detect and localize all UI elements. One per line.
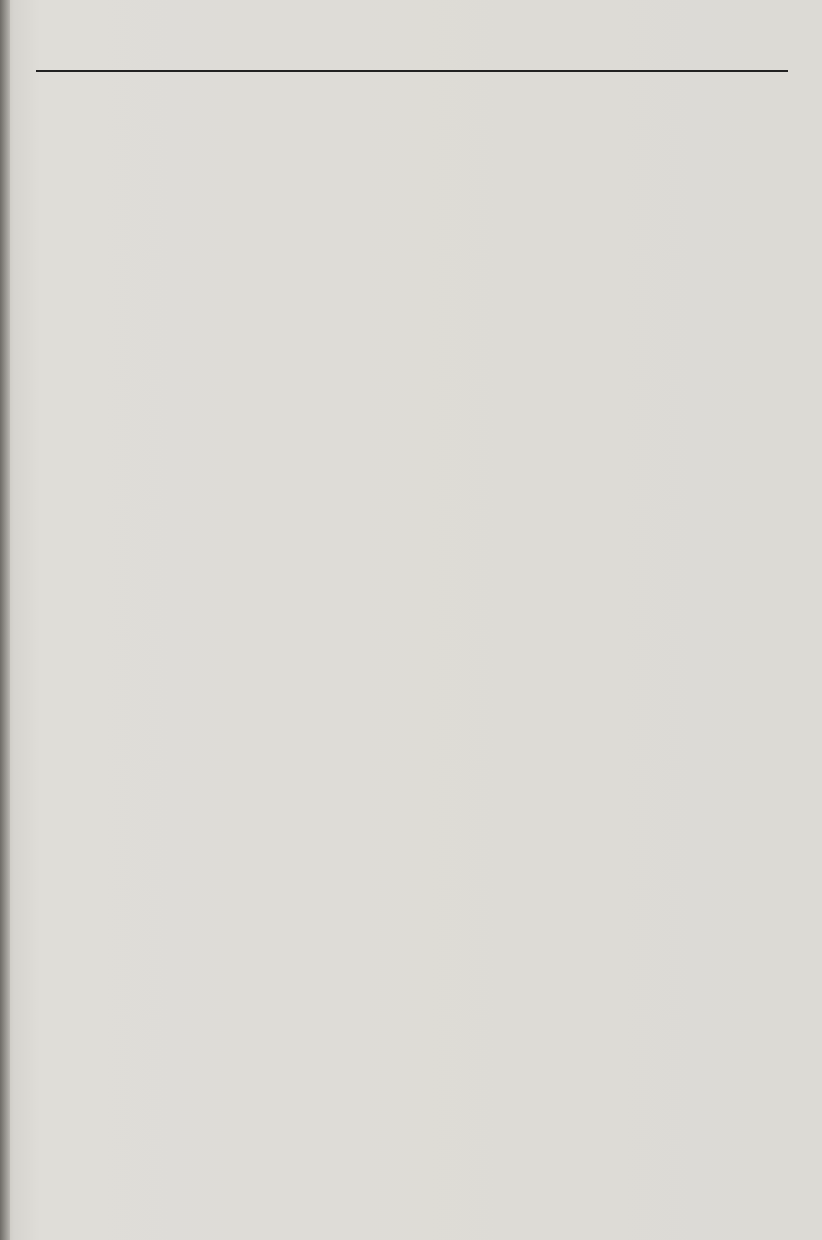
book-spine-shadow xyxy=(0,0,10,1240)
page-header xyxy=(36,44,788,72)
